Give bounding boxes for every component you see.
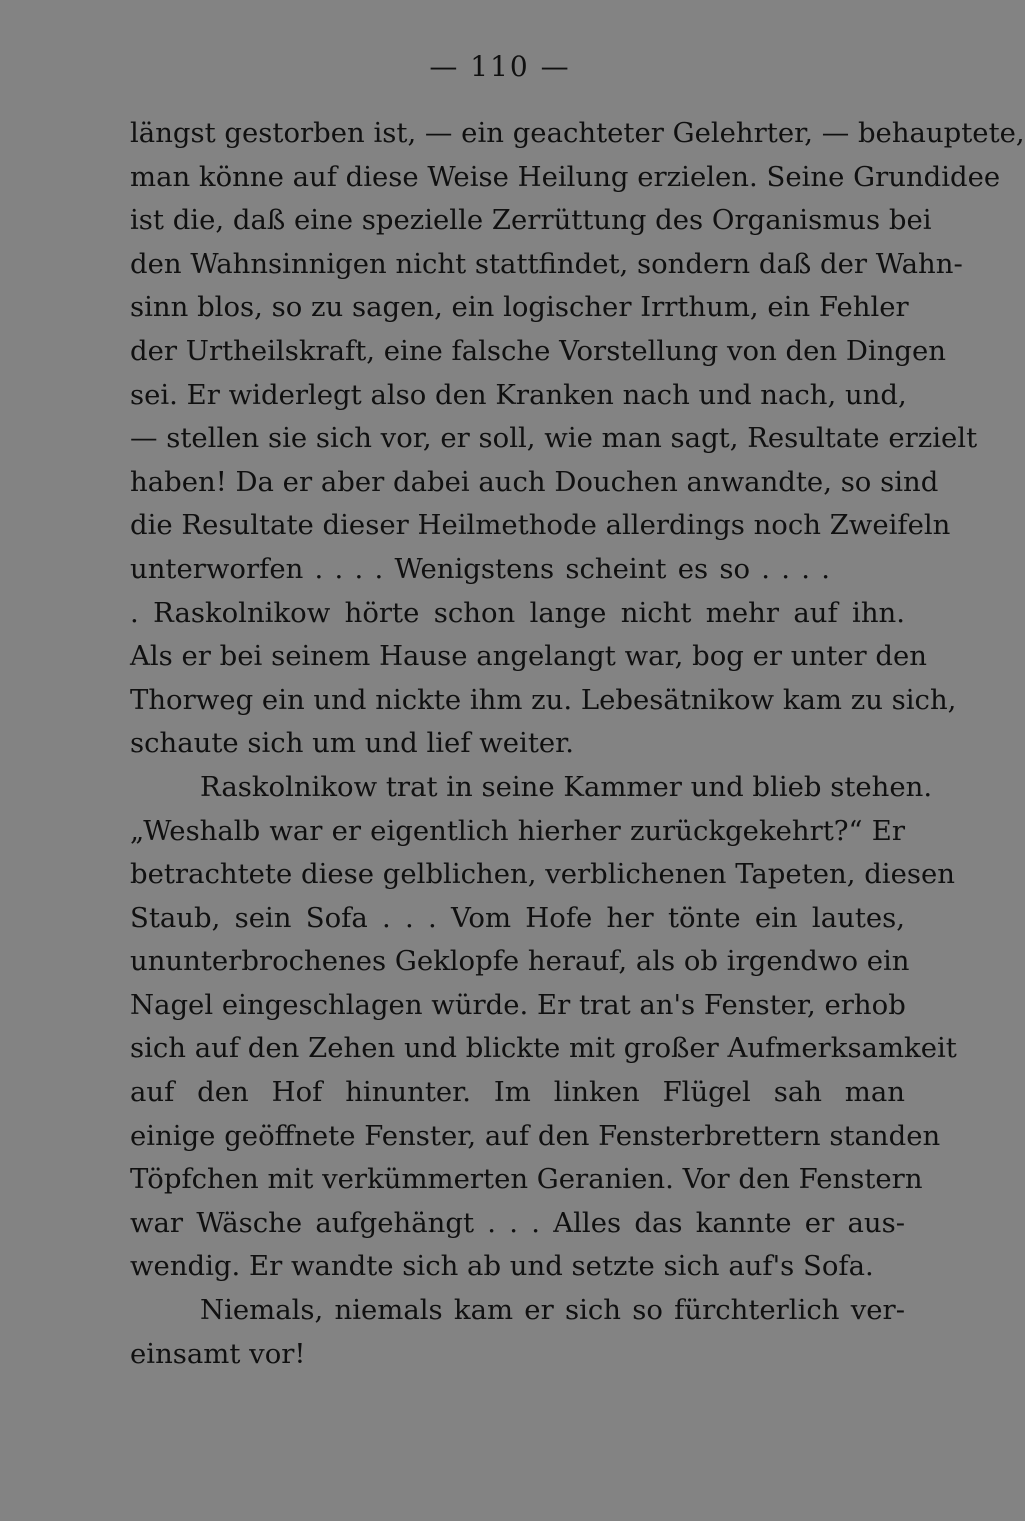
page-number-header: — 110 — — [429, 50, 571, 83]
text-line: sinn blos, so zu sagen, ein logischer Irrthum, ein Fehler — [130, 291, 909, 324]
page-body-text — [130, 112, 1025, 1376]
text-line: wendig. Er wandte sich ab und setzte sich auf's Sofa. — [130, 1250, 874, 1283]
text-line: Nagel eingeschlagen würde. Er trat an's Fenster, erhob — [130, 988, 906, 1021]
text-line: Als er bei seinem Hause angelangt war, bog er unter den — [130, 640, 928, 673]
text-line: längst gestorben ist, — ein geachteter Gelehrter, — behauptete, — [130, 117, 1025, 149]
text-line: ununterbrochenes Geklopfe herauf, als ob irgendwo ein — [130, 945, 910, 978]
text-line: die Resultate dieser Heilmethode allerdings noch Zweifeln — [130, 509, 951, 542]
text-line: war Wäsche aufgehängt . . . Alles das kannte er aus- — [130, 1206, 905, 1239]
text-line: Staub, sein Sofa . . . Vom Hofe her tönte ein lautes, — [130, 901, 905, 934]
text-line: Raskolnikow trat in seine Kammer und blieb stehen. — [200, 770, 933, 803]
text-line: „Weshalb war er eigentlich hierher zurückgekehrt?“ Er — [130, 814, 905, 847]
text-line: — stellen sie sich vor, er soll, wie man sagt, Resultate erzielt — [130, 422, 978, 455]
text-line: unterworfen . . . . Wenigstens scheint es so . . . . — [130, 552, 830, 585]
text-line: sei. Er widerlegt also den Kranken nach und nach, und, — [130, 378, 907, 411]
text-line: einsamt vor! — [130, 1337, 306, 1370]
text-line: Niemals, niemals kam er sich so fürchterlich ver- — [200, 1294, 905, 1327]
text-line: haben! Da er aber dabei auch Douchen anwandte, so sind — [130, 465, 939, 498]
text-line: Töpfchen mit verkümmerten Geranien. Vor den Fenstern — [130, 1163, 923, 1196]
text-line: schaute sich um und lief weiter. — [130, 727, 575, 760]
text-line: . Raskolnikow hörte schon lange nicht mehr auf ihn. — [130, 596, 905, 629]
text-line: ist die, daß eine spezielle Zerrüttung des Organismus bei — [130, 204, 932, 237]
text-line: der Urtheilskraft, eine falsche Vorstellung von den Dingen — [130, 334, 947, 367]
text-line: einige geöffnete Fenster, auf den Fensterbrettern standen — [130, 1119, 941, 1152]
text-line: man könne auf diese Weise Heilung erzielen. Seine Grundidee — [130, 160, 1001, 193]
text-line: sich auf den Zehen und blickte mit großer Aufmerksamkeit — [130, 1032, 957, 1065]
text-line: auf den Hof hinunter. Im linken Flügel sah man — [130, 1076, 905, 1109]
text-line: Thorweg ein und nickte ihm zu. Lebesätnikow kam zu sich, — [130, 683, 957, 716]
text-line: den Wahnsinnigen nicht stattfindet, sondern daß der Wahn- — [130, 247, 963, 280]
text-line: betrachtete diese gelblichen, verblichenen Tapeten, diesen — [130, 858, 955, 891]
